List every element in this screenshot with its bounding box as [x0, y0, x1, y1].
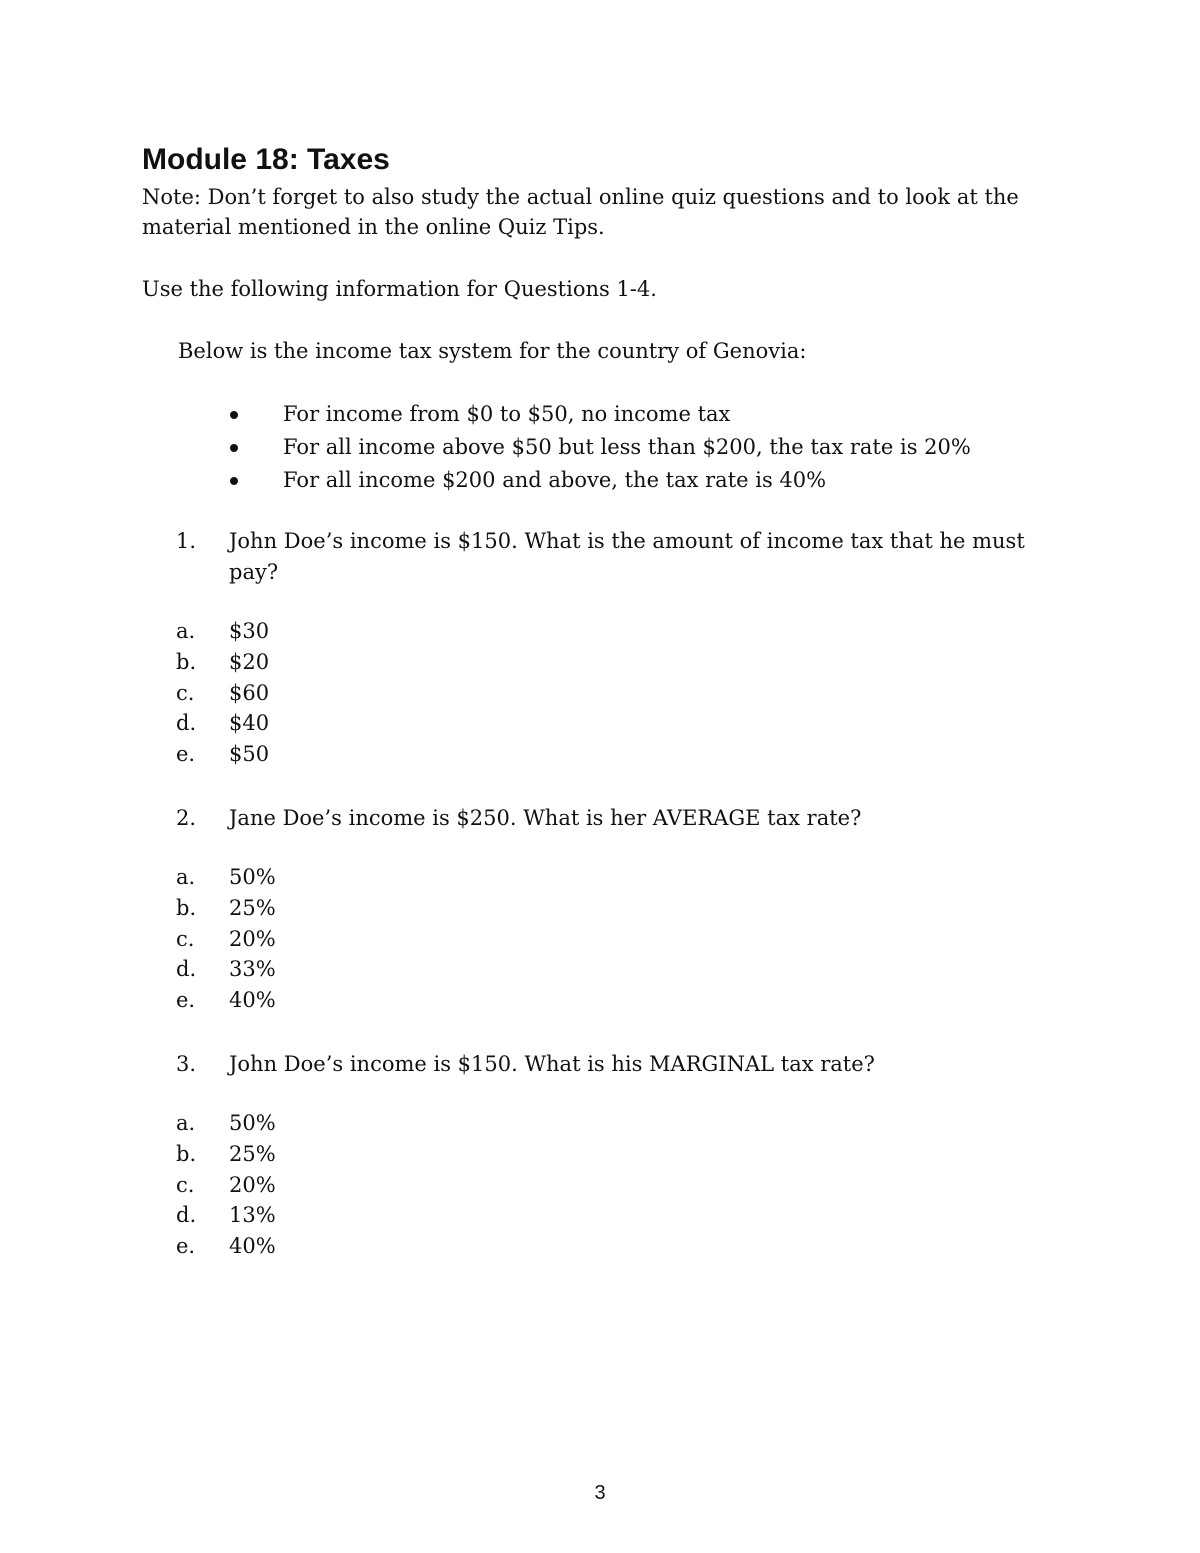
- option-text: 40%: [229, 1234, 276, 1259]
- answer-option: [176, 985, 1026, 1016]
- answer-option: [176, 1139, 1026, 1170]
- page-title: Module 18: Taxes: [142, 143, 390, 176]
- option-letter: c.: [176, 1172, 195, 1197]
- answer-option: [176, 954, 1026, 985]
- question-1: [176, 526, 1026, 770]
- option-text: 20%: [229, 926, 276, 951]
- answer-option: [176, 1200, 1026, 1231]
- option-letter: e.: [176, 742, 196, 767]
- question-text: John Doe’s income is $150. What is the amount of income tax that he must pay?: [229, 529, 1025, 584]
- question-stem: [176, 803, 1026, 834]
- option-text: 13%: [229, 1203, 276, 1228]
- option-text: 25%: [229, 1141, 276, 1166]
- option-letter: b.: [176, 1141, 197, 1166]
- option-text: 40%: [229, 988, 276, 1013]
- option-letter: a.: [176, 865, 196, 889]
- question-text: John Doe’s income is $150. What is his MARGINAL tax rate?: [229, 1052, 875, 1076]
- study-note: Note: Don’t forget to also study the actual online quiz questions and to look at the material mentioned in the online Quiz Tips.: [142, 185, 1019, 239]
- answer-option: [176, 1108, 1026, 1139]
- answer-option: [176, 924, 1026, 955]
- tax-bracket-text: For all income above $50 but less than $200, the tax rate is 20%: [283, 435, 971, 459]
- question-text: Jane Doe’s income is $250. What is her AVERAGE tax rate?: [229, 806, 862, 830]
- option-letter: c.: [176, 926, 195, 951]
- answer-option: [176, 739, 1026, 770]
- option-text: 33%: [229, 957, 276, 982]
- questions-intro: Use the following information for Questions 1-4.: [142, 277, 657, 301]
- option-letter: c.: [176, 680, 195, 705]
- option-text: $30: [229, 619, 270, 643]
- tax-bracket-item: [228, 464, 971, 497]
- tax-bracket-list: [228, 398, 971, 497]
- option-text: $20: [229, 649, 270, 674]
- question-stem: [176, 1049, 1026, 1080]
- bullet-icon: [230, 411, 238, 419]
- answer-option: [176, 678, 1026, 709]
- question-number: 2.: [176, 806, 197, 830]
- answer-option: [176, 647, 1026, 678]
- option-letter: d.: [176, 1203, 197, 1228]
- answer-option: [176, 708, 1026, 739]
- tax-bracket-item: [228, 398, 971, 431]
- answer-options: [176, 616, 1026, 770]
- option-letter: d.: [176, 711, 197, 736]
- option-text: $60: [229, 680, 270, 705]
- option-text: 50%: [229, 1111, 276, 1135]
- option-letter: e.: [176, 1234, 196, 1259]
- tax-bracket-text: For income from $0 to $50, no income tax: [283, 402, 731, 426]
- question-3: [176, 1049, 1026, 1262]
- question-2: [176, 803, 1026, 1016]
- tax-system-intro: Below is the income tax system for the country of Genovia:: [178, 339, 807, 363]
- answer-option: [176, 893, 1026, 924]
- answer-option: [176, 1170, 1026, 1201]
- tax-bracket-text: For all income $200 and above, the tax rate is 40%: [283, 468, 827, 492]
- bullet-icon: [230, 444, 238, 452]
- option-letter: b.: [176, 649, 197, 674]
- tax-bracket-item: [228, 431, 971, 464]
- answer-options: [176, 862, 1026, 1016]
- answer-options: [176, 1108, 1026, 1262]
- option-letter: b.: [176, 895, 197, 920]
- option-text: 20%: [229, 1172, 276, 1197]
- option-letter: a.: [176, 619, 196, 643]
- answer-option: [176, 616, 1026, 647]
- option-letter: e.: [176, 988, 196, 1013]
- option-text: $50: [229, 742, 270, 767]
- bullet-icon: [230, 477, 238, 485]
- option-text: 25%: [229, 895, 276, 920]
- question-stem: [176, 526, 1026, 588]
- option-letter: d.: [176, 957, 197, 982]
- answer-option: [176, 1231, 1026, 1262]
- option-text: $40: [229, 711, 270, 736]
- option-letter: a.: [176, 1111, 196, 1135]
- answer-option: [176, 862, 1026, 893]
- option-text: 50%: [229, 865, 276, 889]
- question-number: 3.: [176, 1052, 197, 1076]
- question-number: 1.: [176, 529, 197, 553]
- page-number: 3: [594, 1482, 606, 1504]
